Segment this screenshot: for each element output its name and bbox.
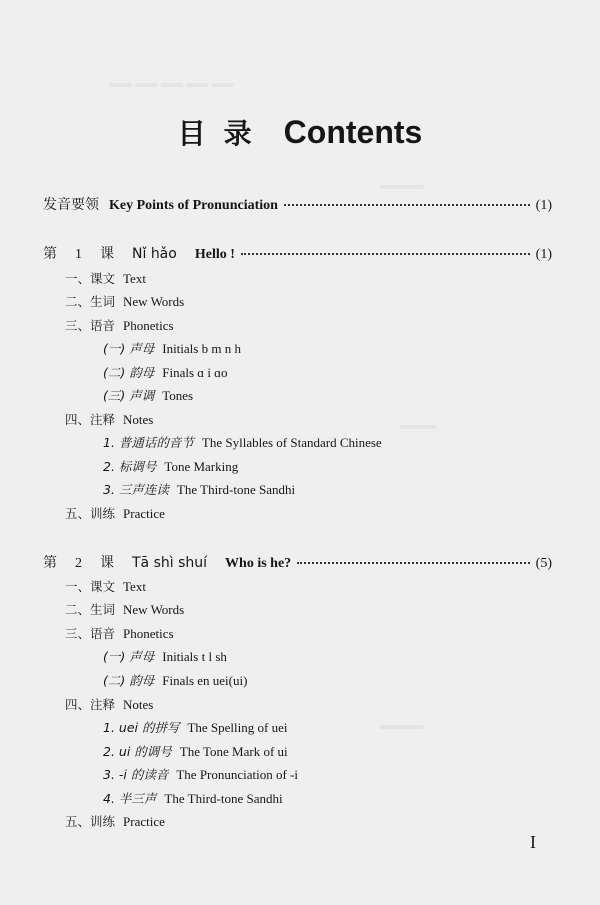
intro-cn: 发音要领 [43, 197, 99, 213]
lesson-1-item[interactable]: (二) 韵母 Finals ɑ i ɑo [103, 365, 228, 380]
bleed-through-text: ══════ [380, 180, 424, 194]
title-english: Contents [283, 114, 423, 150]
toc-entry-lesson-1[interactable] [43, 246, 552, 263]
lesson-1-unit: 课 [100, 246, 114, 262]
toc-entry-lesson-2[interactable] [43, 555, 552, 572]
lesson-2-item[interactable]: 一、课文 Text [65, 579, 146, 594]
lesson-1-item[interactable]: 1. 普通话的音节 The Syllables of Standard Chinese [103, 435, 382, 450]
lesson-2-pinyin: Tā shì shuí [132, 555, 208, 571]
dot-leader [241, 253, 530, 255]
lesson-1-item[interactable]: 一、课文 Text [65, 271, 146, 286]
page-number: I [530, 832, 536, 852]
lesson-1-item[interactable]: 四、注释 Notes [65, 412, 154, 427]
lesson-1-item[interactable]: 五、训练 Practice [65, 506, 165, 521]
title-chinese: 目录 [177, 117, 270, 150]
intro-en: Key Points of Pronunciation [109, 198, 278, 213]
lesson-2-title: Who is he? [225, 556, 292, 571]
lesson-1-item[interactable]: 二、生词 New Words [65, 294, 185, 309]
lesson-2-unit: 课 [100, 555, 114, 571]
lesson-1-page: (1) [535, 247, 552, 262]
lesson-1-pinyin: Nǐ hǎo [132, 246, 177, 262]
lesson-1-label: 第 [43, 246, 57, 262]
lesson-1-item[interactable]: 3. 三声连读 The Third-tone Sandhi [103, 482, 296, 497]
lesson-2-item[interactable]: 三、语音 Phonetics [65, 626, 174, 641]
lesson-1-item[interactable]: (一) 声母 Initials b m n h [103, 341, 241, 356]
lesson-2-item[interactable]: 2. ui 的调号 The Tone Mark of ui [103, 744, 288, 759]
lesson-1-item[interactable]: (三) 声调 Tones [103, 388, 194, 403]
lesson-2-number: 2 [75, 556, 82, 571]
lesson-2-item[interactable]: 四、注释 Notes [65, 697, 154, 712]
lesson-2-item[interactable]: 1. uei 的拼写 The Spelling of uei [103, 720, 288, 735]
intro-page: (1) [535, 198, 552, 213]
lesson-2-item[interactable]: 五、训练 Practice [65, 814, 165, 829]
lesson-2-item[interactable]: (二) 韵母 Finals en uei(ui) [103, 673, 248, 688]
lesson-2-label: 第 [43, 555, 57, 571]
lesson-2-page: (5) [535, 556, 552, 571]
lesson-1-number: 1 [75, 247, 82, 262]
dot-leader [284, 204, 530, 206]
dot-leader [297, 562, 530, 564]
bleed-through-text: ══════ [380, 720, 424, 734]
lesson-2-item[interactable]: (一) 声母 Initials t l sh [103, 649, 227, 664]
lesson-1-item[interactable]: 2. 标调号 Tone Marking [103, 459, 239, 474]
lesson-2-item[interactable]: 3. -i 的读音 The Pronunciation of -i [103, 767, 299, 782]
lesson-1-title: Hello ! [194, 247, 235, 262]
lesson-2-item[interactable]: 二、生词 New Words [65, 602, 185, 617]
bleed-through-text: ═══ ═══ ═══ ═══ ═══ [110, 78, 234, 92]
page-title [0, 112, 600, 152]
toc-entry-intro[interactable] [43, 197, 552, 214]
bleed-through-text: ═════ [400, 420, 437, 434]
lesson-1-item[interactable]: 三、语音 Phonetics [65, 318, 174, 333]
lesson-2-item[interactable]: 4. 半三声 The Third-tone Sandhi [103, 791, 283, 806]
